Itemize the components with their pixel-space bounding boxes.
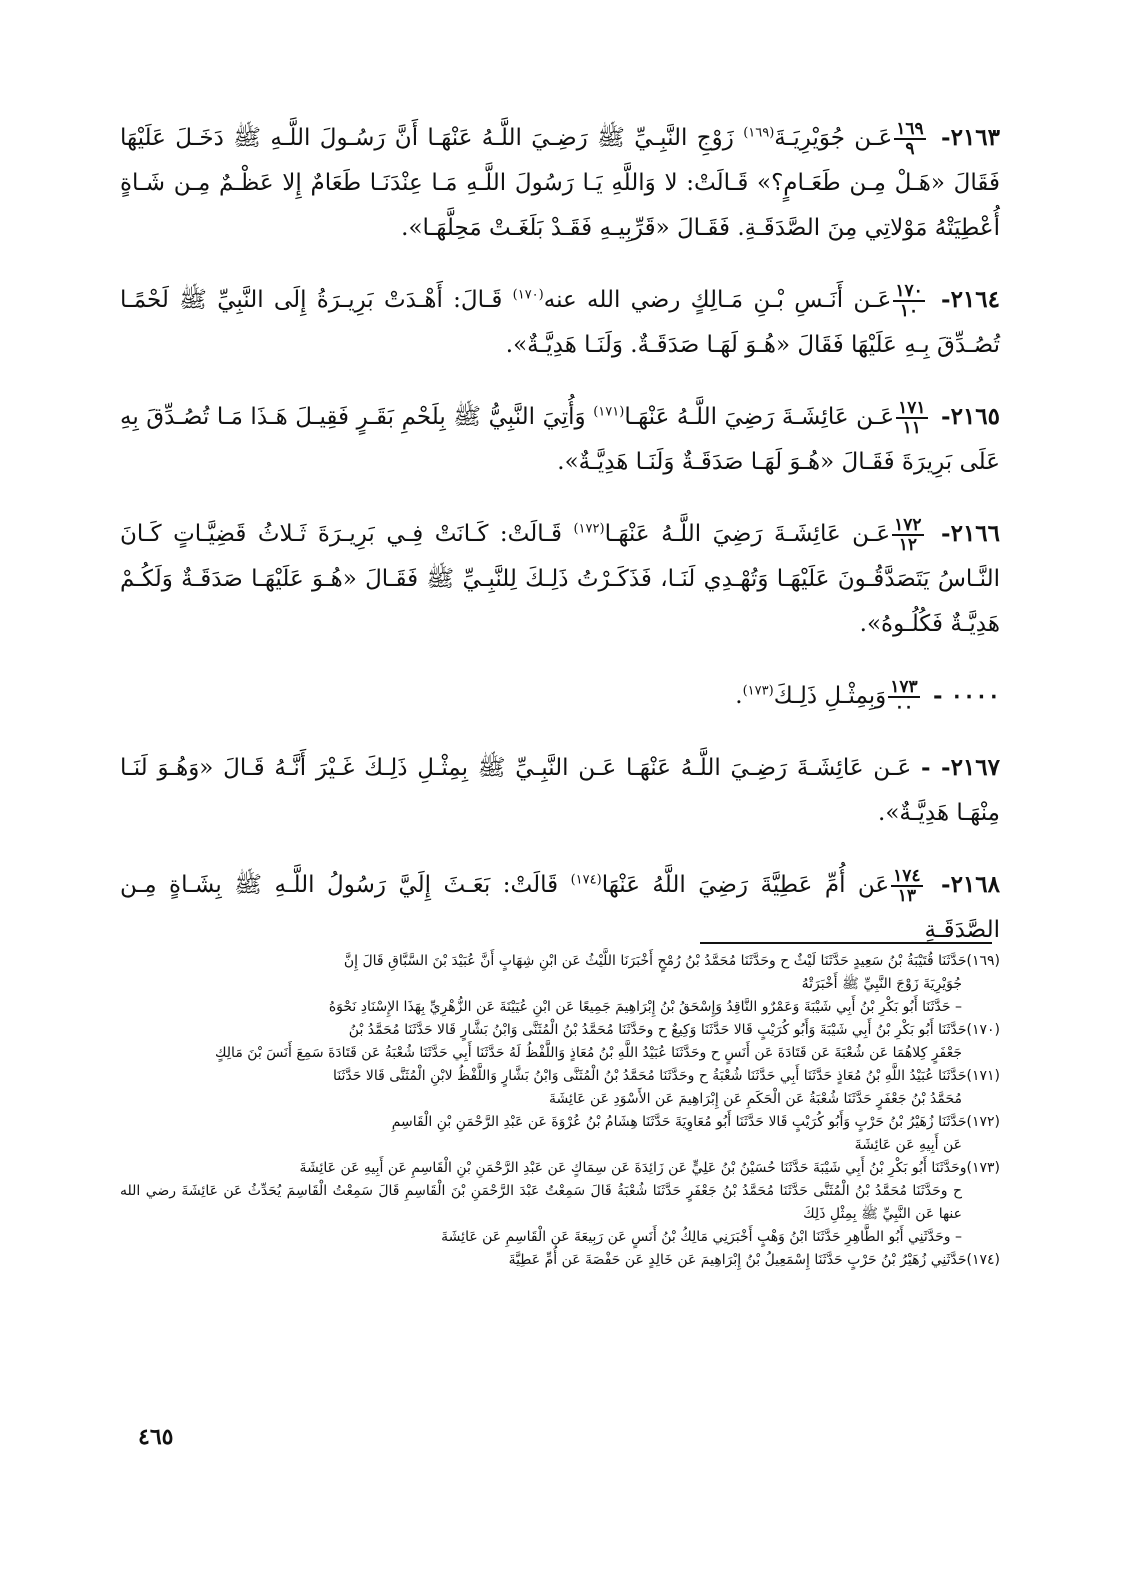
cross-reference-fraction: $\frac{١٧٣}{٠٠}$: [890, 677, 918, 717]
hadith-number: ٢١٦٨-: [941, 871, 1000, 898]
footnote-ref: (١٧٣): [742, 683, 774, 699]
hadith-text: .: [735, 683, 743, 709]
hadith-text: زَوْجِ النَّبِـيِّ ﷺ رَضِـيَ اللَّـهُ عَنْهَـا أَنَّ رَسُـولَ اللَّـهِ ﷺ دَخَـلَ عَلَيْهَا فَقَالَ «هَـلْ مِـن طَعَـامٍ؟» قَـالَتْ: لا وَاللَّهِ يَـا رَسُولَ اللَّـهِ مَـا عِنْدَنَـا طَعَامٌ إِلا عَظْـمٌ مِـن شَـاةٍ أُعْطِيَتْهُ مَوْلاتِي مِنَ الصَّدَقَـةِ. فَقَـالَ «قَرِّبِيـهِ فَقَـدْ بَلَغَـتْ مَحِلَّهَـا».: [120, 125, 1000, 241]
page-number: ٤٦٥: [138, 1424, 174, 1450]
footnote-169: (١٦٩)حَدَّثَنَا قُتَيْبَةُ بْنُ سَعِيدٍ حَدَّثَنَا لَيْثٌ ح وحَدَّثَنَا مُحَمَّدُ بْنُ رُمْحٍ أَخْبَرَنَا اللَّيْثُ عَن ابْنِ شِهَابٍ أَنَّ عُبَيْدَ بْنَ السَّبَّاقِ قَالَ إِنَّ جُوَيْرِيَةَ زَوْجَ النَّبِيِّ ﷺ أَخْبَرَتْهُ: [343, 953, 1000, 992]
cross-reference-fraction: $\frac{١٦٩}{٩}$: [896, 119, 924, 159]
cross-reference-fraction: $\frac{١٧٠}{١٠}$: [895, 281, 923, 321]
cross-reference-fraction: $\frac{١٧٢}{١٢}$: [894, 515, 922, 555]
footnote-ref: (١٧١): [593, 404, 625, 420]
hadith-2165: [120, 394, 1000, 485]
hadith-number: ٢١٦٦-: [941, 520, 1001, 547]
footnote-ref: (١٧٤): [570, 872, 602, 888]
hadith-text: قَـالَتْ: كَـانَتْ فِـي بَرِيـرَةَ ثَـلاثُ قَضِيَّـاتٍ كَـانَ النَّـاسُ يَتَصَدَّقُـونَ عَلَيْهَـا وَتُهْـدِي لَنَـا، فَذَكَـرْتُ ذَلِـكَ لِلنَّبِـيِّ ﷺ فَقَـالَ «هُـوَ عَلَيْهَـا صَدَقَـةٌ وَلَكُـمْ هَدِيَّـةٌ فَكُلُـوهُ».: [120, 521, 1000, 637]
footnote-172: (١٧٢)حَدَّثَنَا زُهَيْرُ بْنُ حَرْبٍ وَأَبُو كُرَيْبٍ قَالا حَدَّثَنَا أَبُو مُعَاوِيَةَ حَدَّثَنَا هِشَامُ بْنُ عُرْوَةَ عَن عَبْدِ الرَّحْمَنِ بْنِ الْقَاسِمِ عَن أَبِيهِ عَن عَائِشَةَ: [391, 1114, 1000, 1153]
footnote-174: (١٧٤)حَدَّثَنِي زُهَيْرُ بْنُ حَرْبٍ حَدَّثَنَا إِسْمَعِيلُ بْنُ إِبْرَاهِيمَ عَن خَالِدٍ عَن حَفْصَةَ عَن أُمِّ عَطِيَّةَ: [508, 1252, 1000, 1268]
footnotes: [120, 950, 1000, 1272]
main-text: [120, 92, 1000, 979]
hadith-2166: [120, 511, 1000, 647]
footnote-173: (١٧٣)وحَدَّثَنَا أَبُو بَكْرِ بْنُ أَبِي شَيْبَةَ حَدَّثَنَا حُسَيْنُ بْنُ عَلِيٍّ عَن زَائِدَةَ عَن سِمَاكٍ عَن عَبْدِ الرَّحْمَنِ بْنِ الْقَاسِمِ عَن أَبِيهِ عَن عَائِشَةَ ح وحَدَّثَنَا مُحَمَّدُ بْنُ الْمُثَنَّى حَدَّثَنَا مُحَمَّدُ بْنُ جَعْفَرٍ حَدَّثَنَا شُعْبَةُ قَالَ سَمِعْتُ عَبْدَ الرَّحْمَنِ بْنَ الْقَاسِمِ قَالَ سَمِعْتُ الْقَاسِمَ يُحَدِّثُ عَن عَائِشَةَ رضي الله عنها عَن النَّبِيِّ ﷺ بِمِثْلِ ذَلِكَ: [120, 1160, 1000, 1222]
footnote-ref: (١٧٠): [512, 287, 544, 303]
footnote-ref: (١٦٩): [743, 125, 775, 141]
footnote-170: (١٧٠)حَدَّثَنَا أَبُو بَكْرِ بْنُ أَبِي شَيْبَةَ وَأَبُو كُرَيْبٍ قَالا حَدَّثَنَا وَكِيعٌ ح وحَدَّثَنَا مُحَمَّدُ بْنُ الْمُثَنَّى وَابْنُ بَشَّارٍ قَالا حَدَّثَنَا مُحَمَّدُ بْنُ جَعْفَرٍ كِلاهُمَا عَن شُعْبَةَ عَن قَتَادَةَ عَن أَنَسٍ ح وحَدَّثَنَا عُبَيْدُ اللَّهِ بْنُ مُعَاذٍ وَاللَّفْظُ لَهُ حَدَّثَنَا أَبِي حَدَّثَنَا شُعْبَةُ عَن قَتَادَةَ سَمِعَ أَنَسَ بْنَ مَالِكٍ: [214, 1022, 1000, 1061]
hadith-text: قَالَتْ: بَعَـثَ إِلَيَّ رَسُولُ اللَّـهِ ﷺ بِشَـاةٍ مِـن الصَّدَقَـةِ: [120, 872, 1000, 943]
hadith-2164: [120, 277, 1000, 368]
hadith-2163: [120, 115, 1000, 251]
hadith-text: وَأُتِيَ النَّبِيُّ ﷺ بِلَحْمِ بَقَـرٍ فَقِيـلَ هَـذَا مَـا تُصُـدِّقَ بِهِ عَلَى بَرِيرَةَ فَقَـالَ «هُـوَ لَهَـا صَدَقَـةٌ وَلَنَـا هَدِيَّـةٌ».: [120, 404, 1000, 475]
hadith-number: ٠٠٠٠ -: [933, 682, 1000, 709]
hadith-text: عَـن جُوَيْرِيَـةَ: [774, 125, 893, 151]
hadith-text: عَـن عَائِشَـةَ رَضِيَ اللَّـهُ عَنْهَـا: [624, 404, 895, 430]
hadith-text: عَـن أَنَـسِ بْـنِ مَـالِكٍ رضي الله عنه: [543, 287, 892, 313]
hadith-2168: [120, 862, 1000, 953]
hadith-text: عَـن عَائِشَـةَ رَضِيَ اللَّـهُ عَنْهَـا: [604, 521, 891, 547]
footnote-169-variant: – حَدَّثَنَا أَبُو بَكْرِ بْنُ أَبِي شَيْبَةَ وَعَمْرٌو النَّاقِدُ وَإِسْحَقُ بْنُ إِبْرَاهِيمَ جَمِيعًا عَن ابْنِ عُيَيْنَةَ عَن الزُّهْرِيِّ بِهَذَا الإِسْنَادِ نَحْوَهُ: [328, 999, 962, 1015]
footnote-ref: (١٧٢): [573, 521, 605, 537]
hadith-2167: [120, 745, 1000, 836]
hadith-number: ٢١٦٤-: [941, 286, 1000, 313]
footnote-173-variant: – وحَدَّثَنِي أَبُو الطَّاهِرِ حَدَّثَنَا ابْنُ وَهْبٍ أَخْبَرَنِي مَالِكُ بْنُ أَنَسٍ عَن رَبِيعَةَ عَن الْقَاسِمِ عَن عَائِشَةَ: [441, 1229, 962, 1245]
hadith-text: قَـالَ: أَهْـدَتْ بَرِيـرَةُ إِلَى النَّبِيِّ ﷺ لَحْمًـا تُصُـدِّقَ بِـهِ عَلَيْهَا فَقَالَ «هُـوَ لَهَـا صَدَقَـةٌ. وَلَنَـا هَدِيَّـةٌ».: [120, 287, 1000, 358]
hadith-number: ٢١٦٧- -: [921, 754, 1000, 781]
hadith-text: عَـن عَائِشَـةَ رَضِـيَ اللَّـهُ عَنْهَـا عَـن النَّبِـيِّ ﷺ بِمِثْـلِ ذَلِـكَ غَـيْرَ أَنَّـهُ قَـالَ «وَهُـوَ لَنَـا مِنْهَـا هَدِيَّـةٌ».: [120, 755, 1000, 826]
hadith-0000: [120, 673, 1000, 719]
cross-reference-fraction: $\frac{١٧٤}{١٣}$: [893, 866, 921, 906]
footnote-divider: [700, 942, 992, 944]
hadith-number: ٢١٦٥-: [941, 403, 1001, 430]
cross-reference-fraction: $\frac{١٧١}{١١}$: [898, 398, 926, 438]
hadith-number: ٢١٦٣-: [941, 124, 1001, 151]
footnote-171: (١٧١)حَدَّثَنَا عُبَيْدُ اللَّهِ بْنُ مُعَاذٍ حَدَّثَنَا أَبِي حَدَّثَنَا شُعْبَةُ ح وحَدَّثَنَا مُحَمَّدُ بْنُ الْمُثَنَّى وَابْنُ بَشَّارٍ وَاللَّفْظُ لابْنِ الْمُثَنَّى قَالا حَدَّثَنَا مُحَمَّدُ بْنُ جَعْفَرٍ حَدَّثَنَا شُعْبَةُ عَن الْحَكَمِ عَن إِبْرَاهِيمَ عَن الأَسْوَدِ عَن عَائِشَةَ: [333, 1068, 1000, 1107]
hadith-text: وَبِمِثْـلِ ذَلِـكَ: [773, 683, 887, 709]
hadith-text: عَن أُمِّ عَطِيَّةَ رَضِيَ اللَّهُ عَنْهَا: [601, 872, 890, 898]
